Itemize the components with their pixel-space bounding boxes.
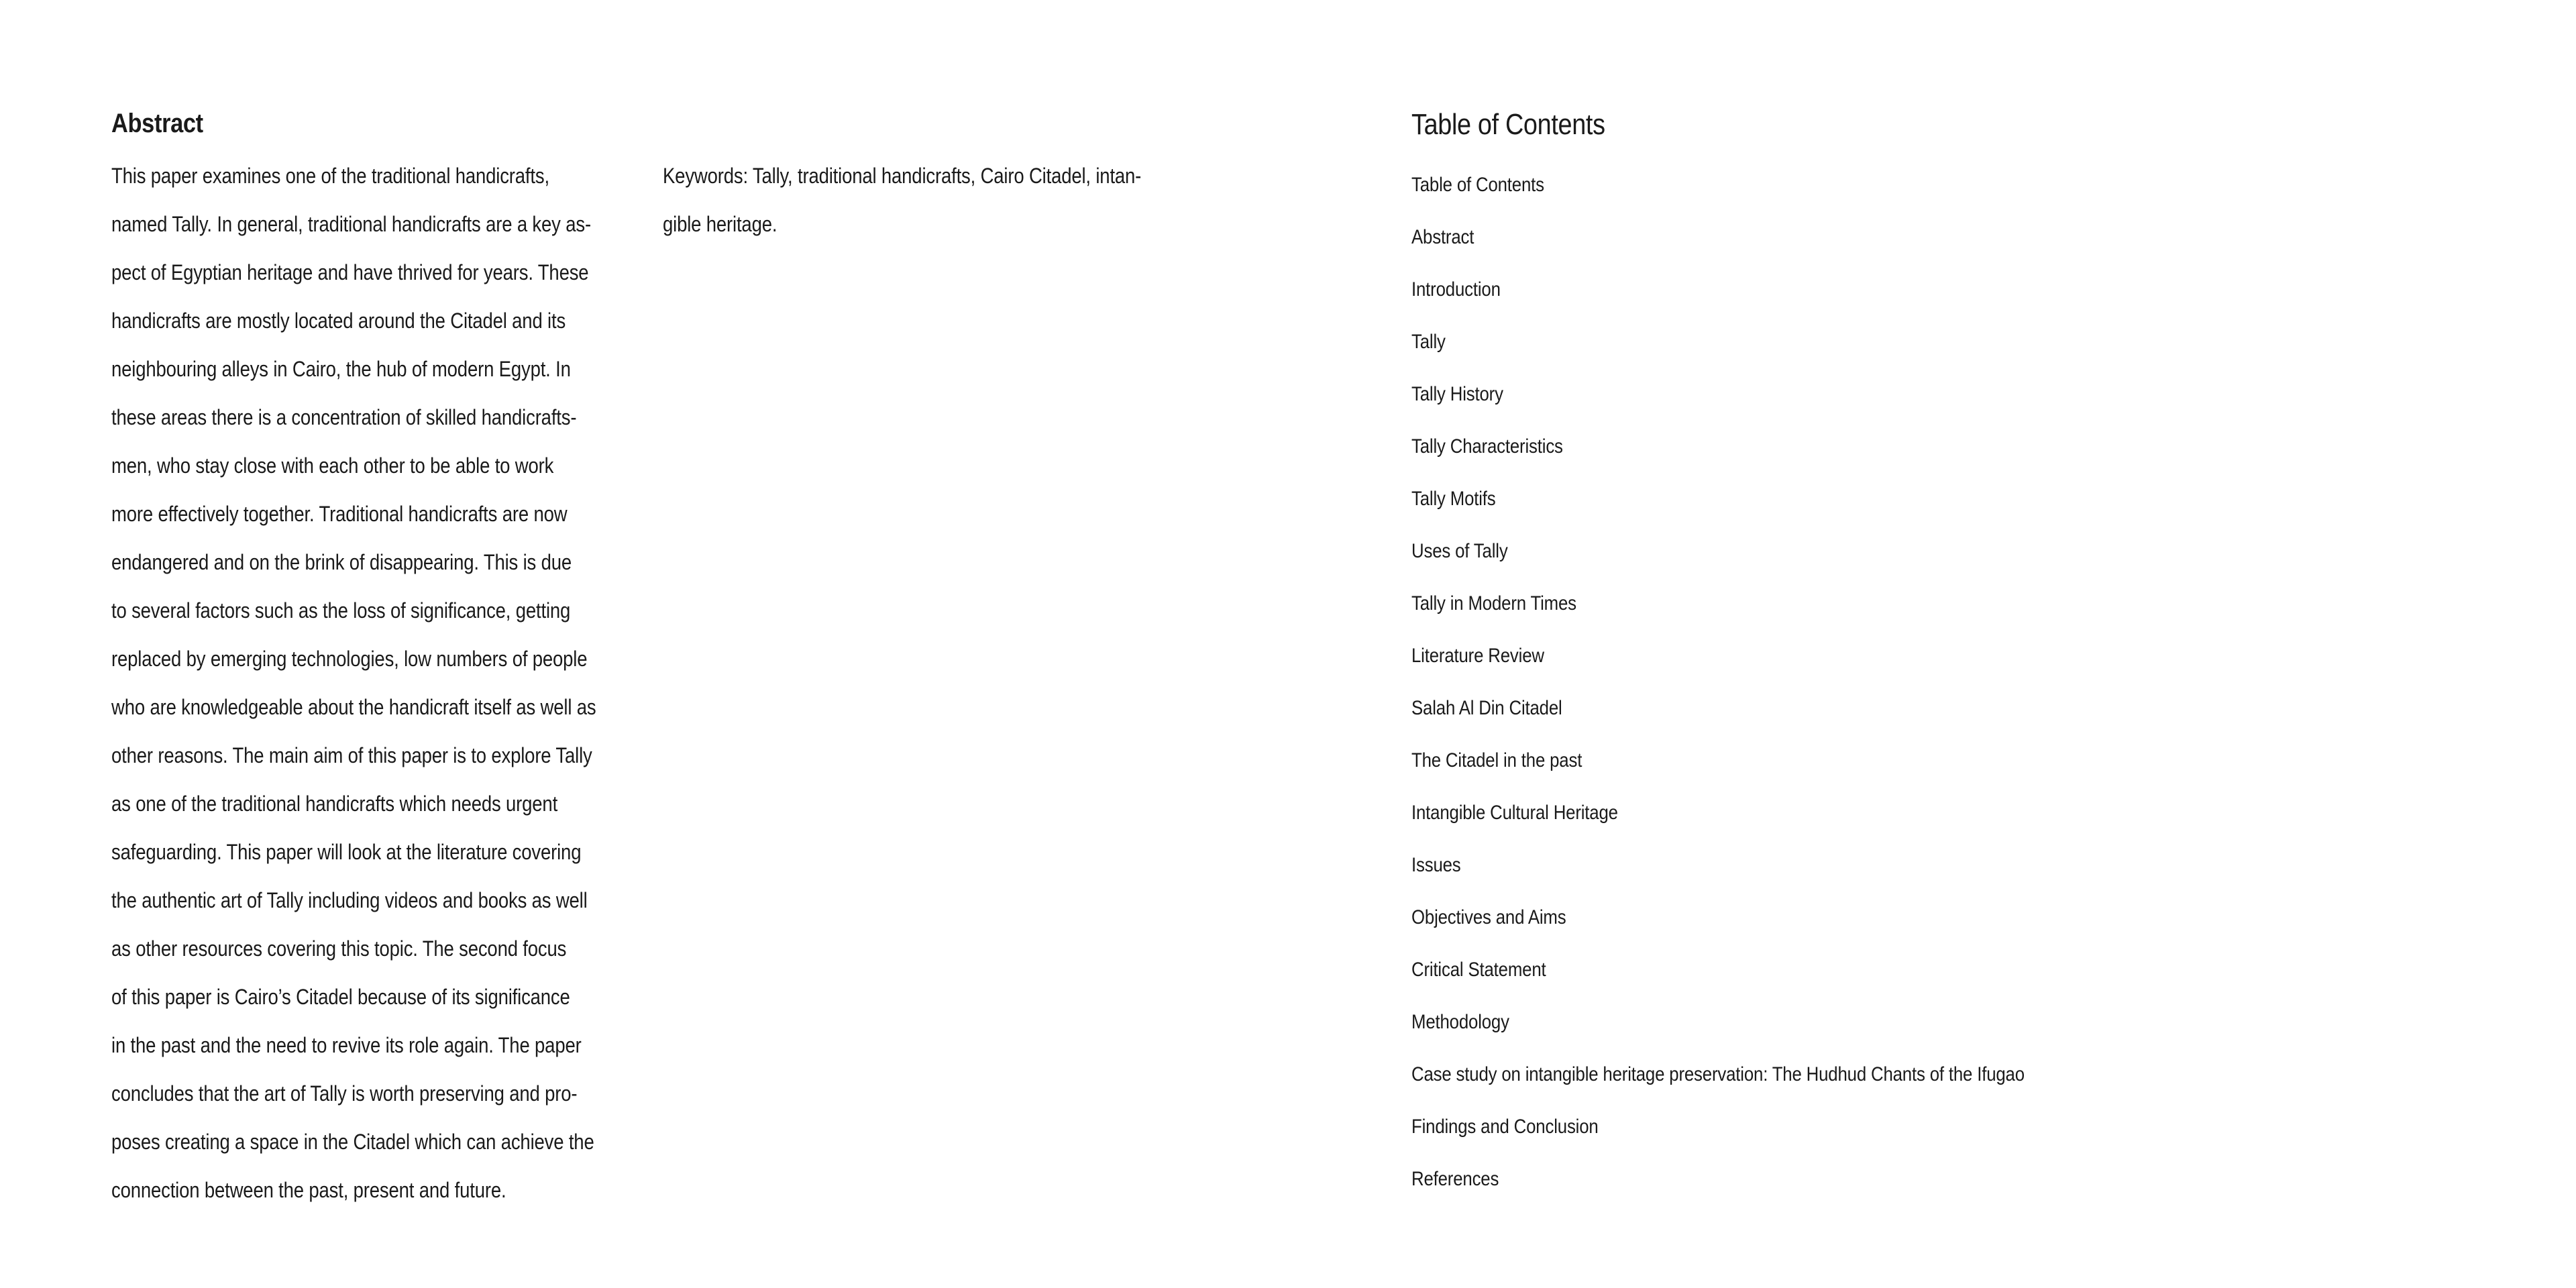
- abstract-line: neighbouring alleys in Cairo, the hub of modern Egypt. In: [111, 357, 571, 381]
- abstract-line: connection between the past, present and future.: [111, 1178, 506, 1202]
- toc-item-citadel-in-the-past[interactable]: The Citadel in the past: [1411, 749, 1582, 771]
- keywords-line: Keywords: Tally, traditional handicrafts, Cairo Citadel, intan-: [663, 164, 1142, 188]
- toc-item-literature-review[interactable]: Literature Review: [1411, 645, 1544, 667]
- abstract-body: [111, 161, 596, 1224]
- abstract-line: poses creating a space in the Citadel which can achieve the: [111, 1130, 594, 1154]
- abstract-line: other reasons. The main aim of this paper is to explore Tally: [111, 743, 592, 767]
- abstract-line: these areas there is a concentration of skilled handicrafts-: [111, 405, 577, 429]
- toc-item-tally-motifs[interactable]: Tally Motifs: [1411, 488, 1496, 510]
- toc-item-intangible-cultural-heritage[interactable]: Intangible Cultural Heritage: [1411, 802, 1618, 824]
- abstract-line: men, who stay close with each other to be able to work: [111, 453, 554, 478]
- abstract-line: to several factors such as the loss of significance, getting: [111, 598, 571, 623]
- toc-item-critical-statement[interactable]: Critical Statement: [1411, 959, 1546, 981]
- toc-item-salah-al-din-citadel[interactable]: Salah Al Din Citadel: [1411, 697, 1562, 719]
- abstract-line: as one of the traditional handicrafts which needs urgent: [111, 792, 558, 816]
- keywords-block: [663, 161, 1141, 258]
- toc-item-methodology[interactable]: Methodology: [1411, 1011, 1509, 1033]
- abstract-line: more effectively together. Traditional handicrafts are now: [111, 502, 568, 526]
- keywords-line: gible heritage.: [663, 212, 777, 236]
- toc-item-tally[interactable]: Tally: [1411, 331, 1446, 353]
- abstract-line: pect of Egyptian heritage and have thrived for years. These: [111, 260, 589, 284]
- toc-item-table-of-contents[interactable]: Table of Contents: [1411, 174, 1544, 196]
- abstract-line: handicrafts are mostly located around the Citadel and its: [111, 309, 566, 333]
- abstract-line: in the past and the need to revive its role again. The paper: [111, 1033, 582, 1057]
- toc-item-uses-of-tally[interactable]: Uses of Tally: [1411, 540, 1508, 562]
- toc-item-tally-characteristics[interactable]: Tally Characteristics: [1411, 435, 1563, 458]
- toc-item-objectives-and-aims[interactable]: Objectives and Aims: [1411, 906, 1566, 928]
- toc-heading: Table of Contents: [1411, 108, 1605, 141]
- toc-item-abstract[interactable]: Abstract: [1411, 226, 1474, 248]
- abstract-line: safeguarding. This paper will look at the literature covering: [111, 840, 582, 864]
- toc-item-tally-history[interactable]: Tally History: [1411, 383, 1503, 405]
- abstract-line: named Tally. In general, traditional handicrafts are a key as-: [111, 212, 591, 236]
- abstract-line: replaced by emerging technologies, low numbers of people: [111, 647, 588, 671]
- toc-item-case-study[interactable]: Case study on intangible heritage preservation: The Hudhud Chants of the Ifugao: [1411, 1063, 2025, 1085]
- toc-list: [1411, 172, 2025, 1218]
- abstract-line: the authentic art of Tally including videos and books as well: [111, 888, 588, 912]
- toc-item-tally-in-modern-times[interactable]: Tally in Modern Times: [1411, 592, 1576, 614]
- abstract-line: as other resources covering this topic. The second focus: [111, 936, 567, 961]
- toc-item-findings-and-conclusion[interactable]: Findings and Conclusion: [1411, 1116, 1599, 1138]
- toc-item-references[interactable]: References: [1411, 1168, 1499, 1190]
- abstract-line: endangered and on the brink of disappearing. This is due: [111, 550, 572, 574]
- abstract-line: who are knowledgeable about the handicraft itself as well as: [111, 695, 596, 719]
- toc-item-introduction[interactable]: Introduction: [1411, 278, 1501, 301]
- abstract-line: This paper examines one of the traditional handicrafts,: [111, 164, 549, 188]
- abstract-line: of this paper is Cairo’s Citadel because of its significance: [111, 985, 570, 1009]
- toc-item-issues[interactable]: Issues: [1411, 854, 1461, 876]
- abstract-line: concludes that the art of Tally is worth preserving and pro-: [111, 1081, 578, 1106]
- abstract-heading: Abstract: [111, 109, 203, 138]
